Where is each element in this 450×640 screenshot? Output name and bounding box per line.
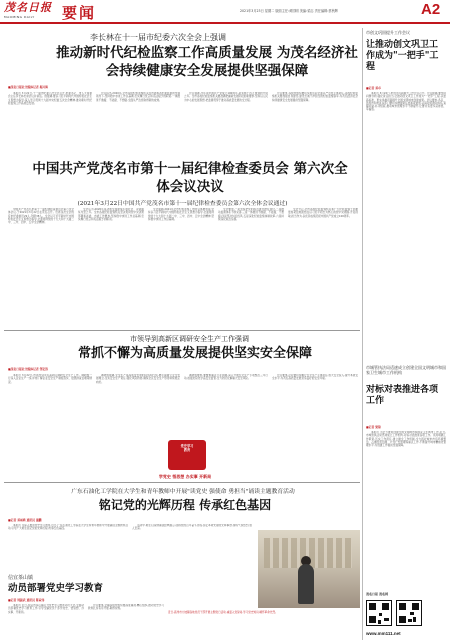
campaign-slogan: 学党史 悟思想 办实事 开新局	[158, 474, 212, 479]
story2-paragraph-2: 全会认为,2020年是决胜全面建成小康社会、决战脱贫攻坚之年。全市各级纪检监察机关坚决贯彻党中央决策部署和省委、市委工作要求,坚持稳中求进工作总基调,忠实履行党章和宪法赋予的职责。	[78, 208, 144, 221]
story1-headline[interactable]: 推动新时代纪检监察工作高质量发展 为茂名经济社会持续健康安全发展提供坚强保障	[56, 45, 358, 79]
story2-column-1	[8, 208, 74, 326]
story5-column-1	[8, 604, 84, 638]
story4-paragraph-2: 活动中,师生们深情诵读经典篇章,回顾党的百年奋斗历程,追忆革命先辈的光辉事迹,现场气氛热烈,感人至深。	[132, 524, 252, 531]
masthead	[0, 0, 450, 24]
logo-english: MAOMING DAILY	[4, 15, 35, 19]
story2-column-4	[218, 208, 284, 326]
story3-paragraph-4: 会议要求,企业要切实履行安全生产主体责任,加大安全投入,提升本质安全水平,为茂名高质量发展营造良好的安全环境。	[272, 374, 358, 381]
story2-subtitle: (2021年3月22日中国共产党茂名市第十一届纪律检查委员会第六次全体会议通过)	[77, 201, 288, 207]
story5-paragraph-1: 本报讯 近日,信宜市茶山镇召开党史学习教育动员大会,全面动员部署党史学习教育工作,引导全镇党员干部学党史、悟思想、办实事、开新局。	[8, 604, 84, 614]
story3-kicker: 市领导到高新区调研安全生产工作强调	[130, 335, 249, 343]
right-story2-headline[interactable]: 对标对表推进各项工作	[366, 385, 439, 406]
story4-column-2	[132, 524, 252, 570]
newspaper-logo	[4, 2, 54, 15]
section-divider	[4, 330, 360, 331]
photo-caption: 近日,高州市大坡镇各地党员干部开展主题党日活动,重温入党誓词,学习党史知识,缅怀革命先烈。	[168, 611, 278, 614]
story3-column-2	[96, 374, 180, 438]
qr-label: 茂名日报 茂名网	[366, 592, 389, 596]
right-story1-byline: ■记者 邓卓	[366, 86, 381, 90]
story2-paragraph-1: 中国共产党茂名市第十一届纪律检查委员会第六次全体会议,于2021年3月22日在茂名召开。出席这次全会的有市纪委委员29人,列席38人。全会以习近平新时代中国特色社会主义思想为指导,全面贯彻党的十九大和十九届二中、三中、四中、五中全会精神。	[8, 208, 74, 225]
photo-person	[298, 564, 314, 604]
story1-column-2	[96, 92, 180, 154]
story4-headline[interactable]: 铭记党的光辉历程 传承红色基因	[98, 498, 272, 512]
right-story2-kicker: 市城管执法局适速成立创建全国文明城市和国家卫生城市工作机构	[366, 365, 446, 375]
right-story2-body	[366, 431, 446, 581]
story3-headline[interactable]: 常抓不懈为高质量发展提供坚实安全保障	[77, 346, 312, 361]
story2-paragraph-4: 全会要求,一是坚持把党的政治建设摆在首位,二是推动监督体系不断完善,三是一体推进不敢腐、不能腐、不想腐,四是坚决纠治四风,五是深化纪检监察体制改革,六是持续深化政治巡察。	[218, 208, 284, 221]
qr-code-icon[interactable]	[366, 600, 392, 626]
story3-byline: ■茂名日报社全媒体记者 邹宏涛	[8, 367, 48, 371]
news-photo[interactable]	[258, 530, 360, 608]
story1-paragraph-3: 会议强调,今年是中国共产党成立100周年,是实施十四五规划的开局之年。全市各级纪检监察机关要准确把握新发展阶段的新要求,坚持以人民为中心的发展思想,把监督贯穿于推动高质量发展的全过程。	[184, 92, 268, 102]
story1-byline: ■茂名日报社全媒体记者 揭兴海	[8, 85, 48, 89]
website-url[interactable]: www.mm111.net	[366, 631, 401, 636]
right-story2-paragraph: 本报讯 为全力推进创建全国文明城市和国家卫生城市工作,近日,市城管执法局迅速成立工作机构,对标对表推进各项工作。该局明确工作职责,压实工作责任,建立健全工作机制,全力抓好城市市容环境整治、占道经营治理、户外广告管理等重点工作,不断提升城市精细化管理水平,为创建工作提供坚强保障。	[366, 431, 446, 448]
story1-column-3	[184, 92, 268, 154]
story1-column-4	[272, 92, 358, 154]
story2-paragraph-3: 全会强调,2021年全市纪检监察工作的总体要求是:坚持以习近平新时代中国特色社会主义思想为指导,全面贯彻党的十九大和十九届二中、三中、四中、五中全会精神,坚持稳中求进工作总基调。	[148, 208, 214, 221]
right-story1-body	[366, 92, 446, 358]
story5-kicker: 信宜茶山镇	[8, 575, 34, 581]
story1-paragraph-1: 本报讯 3月22日,十一届市纪委六次全会召开,市委书记、市人大常委会主任李长林出席会议并讲话。他强调,要以习近平新时代中国特色社会主义思想为指导,深入学习贯彻十九届中央纪委五次全会精神,推动新时代纪检监察工作高质量发展。	[8, 92, 92, 105]
story2-column-5	[288, 208, 358, 326]
story3-column-1	[8, 374, 92, 438]
right-story1-paragraph: 本报讯 3月22日,市创文巩固提升工作会议召开。会议强调,要坚持问题导向,强化责任担当,让推动创文巩卫工作成为"一把手"工程,以更高标准、更实举措巩固提升全国文明城市创建成果。会议要求,各区、县级市和市直各部门要切实增强责任感和紧迫感,认真对照测评体系,查漏补缺,补齐短板,推动城市管理水平不断提升,让群众有更多获得感、幸福感。	[366, 92, 446, 112]
right-story1-kicker: 市创文巩固提升工作会议	[366, 30, 410, 35]
story2-paragraph-5: 全会号召,全市各级纪检监察机关和广大纪检监察干部要更加紧密地团结在以习近平同志为核心的党中央周围,开拓进取,担当作为,以优异成绩庆祝中国共产党成立100周年。	[288, 208, 358, 218]
story4-paragraph-1: 本报讯 为深入推进党史学习教育,近日,广东石油化工学院在大学生和青年教师中开展诵读主题教育活动,引导广大师生铭记党的光辉历程,传承红色基因。	[8, 524, 128, 531]
section-divider	[4, 482, 360, 483]
logo-text: 茂名日报	[4, 1, 52, 14]
story2-column-2	[78, 208, 144, 326]
story5-column-2	[88, 604, 164, 638]
story3-paragraph-2: 调研组强调,安全生产是高质量发展的底线和红线,要牢固树立安全发展理念,压实安全生产责任,强化风险防控,确保全区安全生产形势持续稳定向好。	[96, 374, 180, 384]
story1-paragraph-4: 会议要求,各级党组织要切实担负起全面从严治党主体责任,各级纪检监察机关要加强自身建设,建设忠诚干净担当的纪检监察铁军,为茂名经济社会持续健康安全发展提供坚强保障。	[272, 92, 358, 102]
section-title: 要闻	[62, 4, 97, 22]
issue-meta: 2021年3月23日 星期二 版面主任:黄国明 美编:梁志 责任编辑:蔡秋辉	[240, 9, 338, 13]
story1-kicker: 李长林在十一届市纪委六次全会上强调	[90, 33, 226, 42]
column-divider	[362, 28, 363, 640]
qr-code-icon[interactable]	[396, 600, 422, 626]
story5-byline: ■记者 周振武 通讯员 陈家伟	[8, 598, 45, 602]
story3-paragraph-1: 本报讯 3月22日,市领导到茂名高新区调研安全生产工作。调研组一行深入企业生产一线,详细了解企业安全生产制度落实、隐患排查治理等情况。	[8, 374, 92, 384]
badge-line-1: 党史学习	[180, 444, 194, 448]
campaign-badge	[168, 440, 206, 470]
story3-column-4	[272, 374, 358, 438]
right-story2-byline: ■记者 梁锦	[366, 425, 381, 429]
story3-paragraph-3: 调研组要求,要聚焦重点行业领域,深入开展安全生产专项整治三年行动,加强危险化学品安全监管,全力防范化解重大安全风险。	[184, 374, 268, 381]
story4-column-1	[8, 524, 128, 570]
story1-column-1	[8, 92, 92, 154]
right-story1-headline[interactable]: 让推动创文巩卫工作成为"一把手"工程	[366, 40, 439, 72]
story5-headline[interactable]: 动员部署党史学习教育	[8, 583, 104, 594]
story1-paragraph-2: 会议指出,2020年,全市各级纪检监察机关在市委和省纪委监委的坚强领导下,坚持稳中求进工作总基调,忠实履行党章和宪法赋予的职责,一体推进不敢腐、不能腐、不想腐,全面从严治党取得新的成效。	[96, 92, 180, 102]
page-number: A2	[421, 1, 441, 18]
story5-paragraph-2: 会议要求,全镇各级党组织要高度重视,精心组织,推动党史学习教育扎实有序开展,取得实效。	[88, 604, 164, 611]
story4-kicker: 广东石油化工学院在大学生和青年教师中开展"读党史 强使命 勇担当"诵读主题教育活动	[71, 489, 295, 495]
story4-byline: ■记者 邓雨鸿 通讯员 谢鹏	[8, 518, 42, 522]
story3-column-3	[184, 374, 268, 438]
story2-column-3	[148, 208, 214, 326]
story2-headline[interactable]: 中国共产党茂名市第十一届纪律检查委员会 第六次全体会议决议	[32, 161, 348, 195]
badge-line-2: 教育	[183, 448, 191, 452]
